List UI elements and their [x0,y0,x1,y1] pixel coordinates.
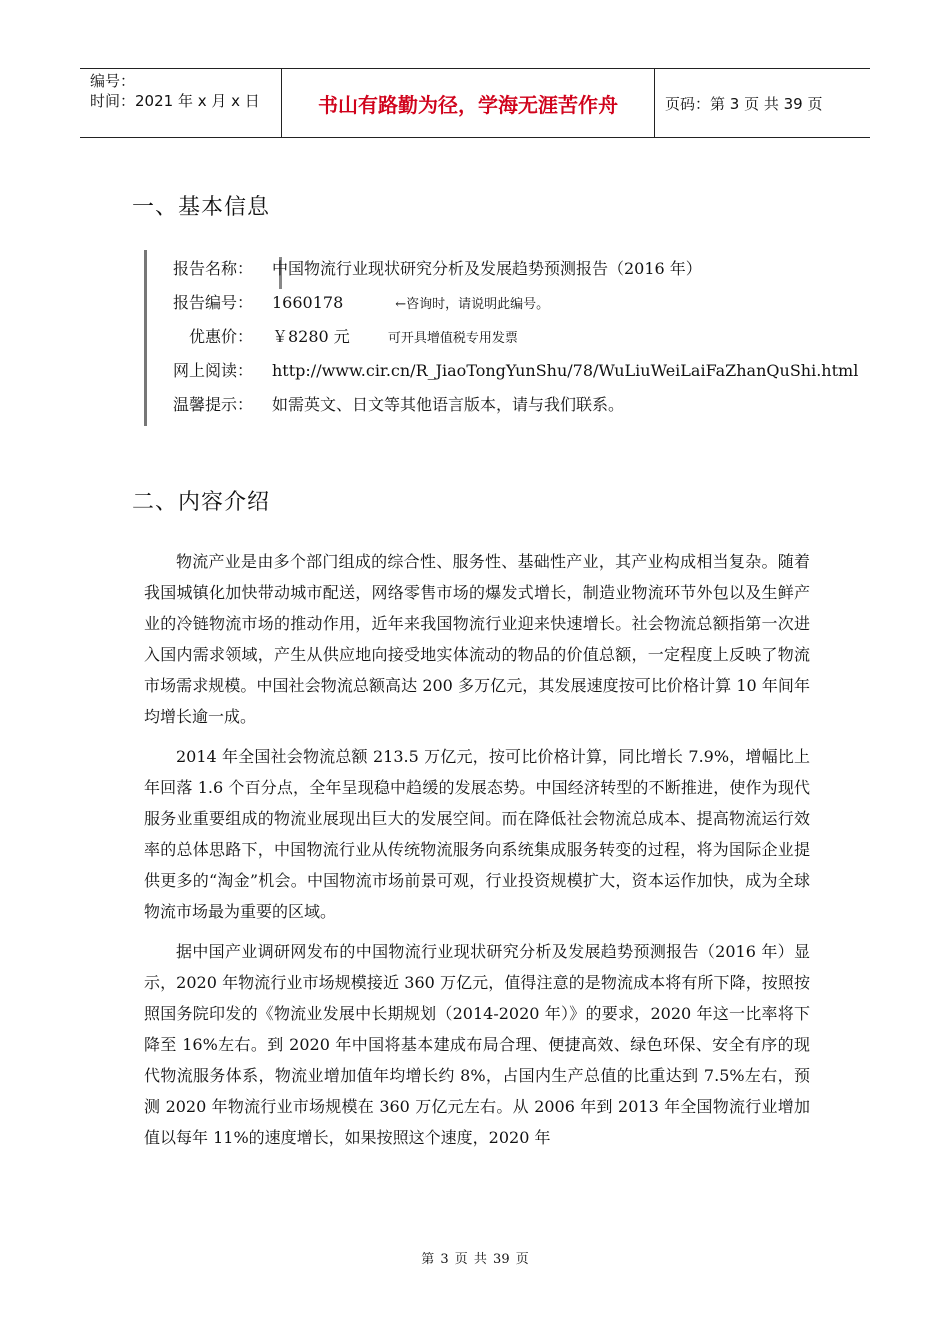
info-note: 可开具增值税专用发票 [387,331,518,346]
info-value: 如需英文、日文等其他语言版本，请与我们联系。 [272,395,625,414]
info-label: 报告编号： [172,293,253,312]
info-row-tip [167,388,625,422]
info-value: 中国物流行业现状研究分析及发展趋势预测报告（2016 年） [272,259,702,278]
info-value: 1660178 [272,293,344,312]
paragraph: 物流产业是由多个部门组成的综合性、服务性、基础性产业，其产业构成相当复杂。随着我国城镇化加快带动城市配送，网络零售市场的爆发式增长，制造业物流环节外包以及生鲜产业的冷链物流市场的推动作用，近年来我国物流行业迎来快速增长。社会物流总额指第一次进入国内需求领域，产生从供应地向接受地实体流动的物品的价值总额，一定程度上反映了物流市场需求规模。中国社会物流总额高达 200 多万亿元，其发展速度按可比价格计算 10 年间年均增长逾一成。 [144,552,810,726]
info-label: 报告名称： [172,259,253,278]
info-note: ←咨询时，请说明此编号。 [395,297,550,312]
info-row-price [167,320,518,354]
info-row-online-link [167,354,859,388]
basic-info-block [144,250,859,426]
info-label: 优惠价： [188,327,253,346]
header-meta [80,69,282,137]
paragraph: 据中国产业调研网发布的中国物流行业现状研究分析及发展趋势预测报告（2016 年）显示，2020 年物流行业市场规模接近 360 万亿元，值得注意的是物流成本将有所下降，按照按照国务院印发的《物流业发展中长期规划（2014-2020 年）》的要求，2020 年这一比率将下降至 16%左右。到 2020 年中国将基本建成布局合理、便捷高效、绿色环保、安全有序的现代物流服务体系，物流业增加值年均增长约 8%，占国内生产总值的比重达到 7.5%左右，预测 2020 年物流行业市场规模在 360 万亿元左右。从 2006 年到 2013 年全国物流行业增加值以每年 11%的速度增长，如果按照这个速度，2020 年 [144,942,810,1147]
info-row-report-number [167,286,550,320]
document-time-label: 时间：2021 年 x 月 x 日 [90,92,260,110]
online-read-link[interactable]: http://www.cir.cn/R_JiaoTongYunShu/78/WuLiuWeiLaiFaZhanQuShi.html [272,361,859,380]
header-page-info: 页码：第 3 页 共 39 页 [665,94,823,113]
section-title-content-intro: 二、内容介绍 [132,490,271,515]
info-label: 网上阅读： [172,361,253,380]
header-motto: 书山有路勤为径，学海无涯苦作舟 [282,69,655,137]
info-row-report-name [167,252,702,286]
paragraph: 2014 年全国社会物流总额 213.5 万亿元，按可比价格计算，同比增长 7.9%，增幅比上年回落 1.6 个百分点，全年呈现稳中趋缓的发展态势。中国经济转型的不断推进，使作为现代服务业重要组成的物流业展现出巨大的发展空间。而在降低社会物流总成本、提高物流运行效率的总体思路下，中国物流行业从传统物流服务向系统集成服务转变的过程，将为国际企业提供更多的“淘金”机会。中国物流市场前景可观，行业投资规模扩大，资本运作加快，成为全球物流市场最为重要的区域。 [144,747,810,921]
info-value: ￥8280 元 [272,327,350,346]
page-header [80,68,870,138]
content-body [144,546,810,1162]
page-footer: 第 3 页 共 39 页 [421,1252,529,1267]
section-title-basic-info: 一、基本信息 [132,195,271,220]
info-label: 温馨提示： [172,395,253,414]
document-number-label: 编号： [90,72,136,90]
